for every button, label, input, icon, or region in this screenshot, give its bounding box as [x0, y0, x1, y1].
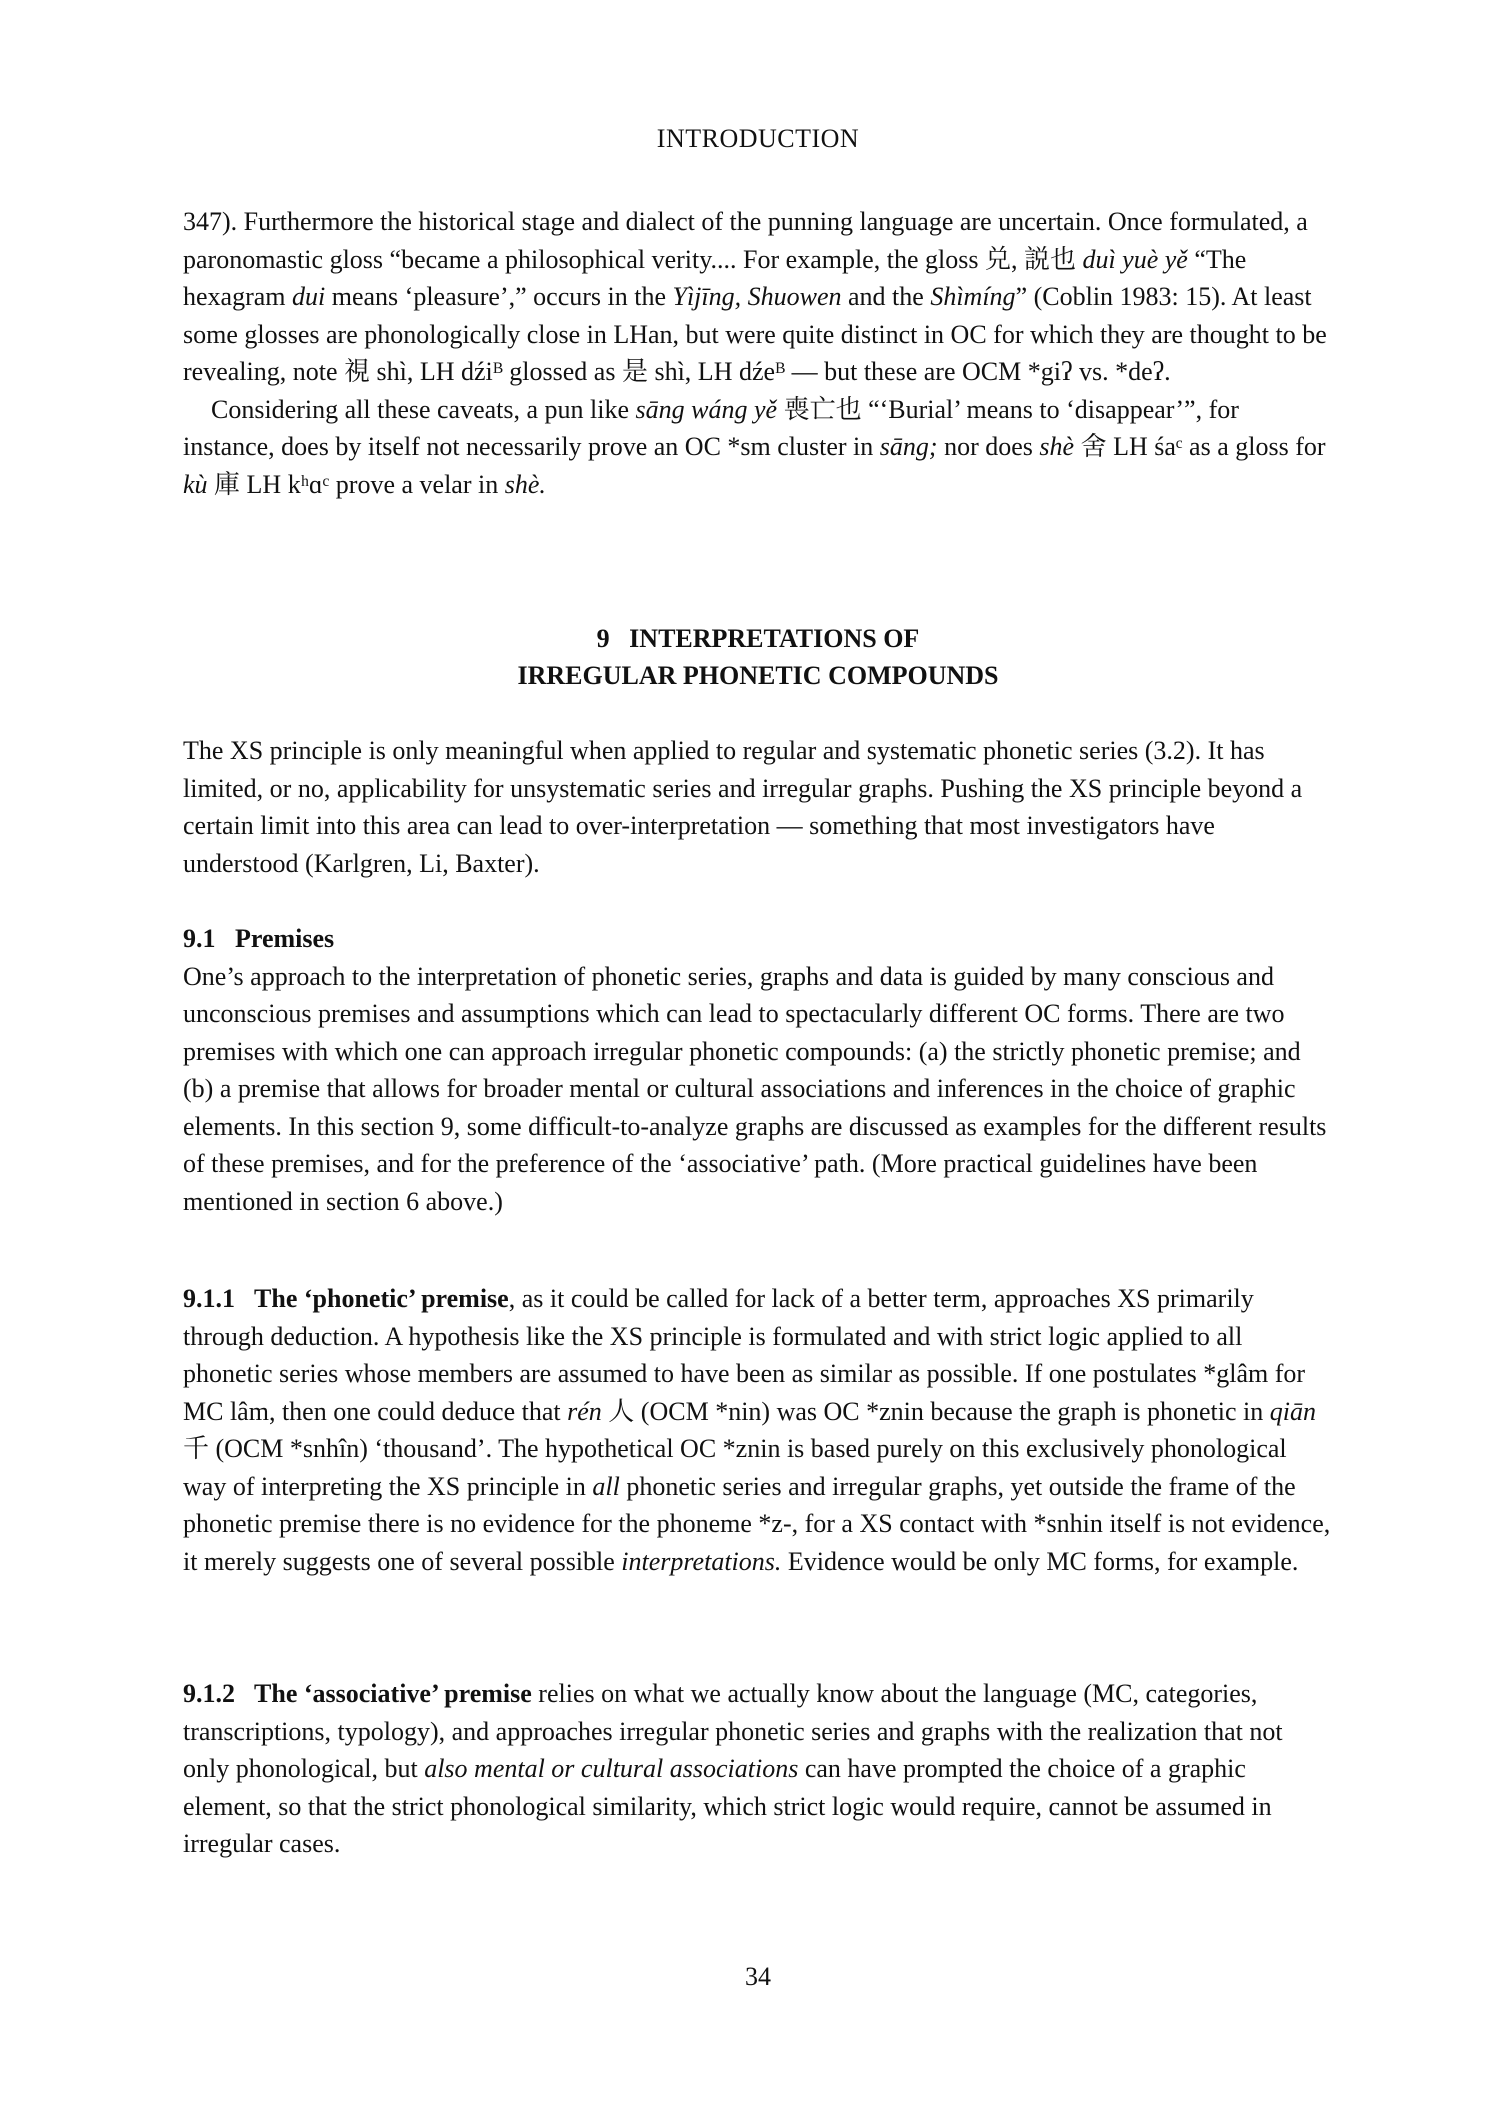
- paragraph-associative-premise: [183, 1675, 1333, 1863]
- section8-tail: [183, 203, 1333, 503]
- subsection-heading: 9.1.1 The ‘phonetic’ premise: [183, 1284, 509, 1313]
- text-run: “The hexagram: [183, 244, 1247, 311]
- text-run: relies on what we actually know about the language (MC, categories, transcriptions, typology), and approaches irregular phonetic series and graphs with the realization that not only phonological, but: [183, 1679, 1283, 1783]
- text-run: and the: [841, 282, 931, 311]
- book-title: Yìjīng, Shuowen: [672, 282, 842, 311]
- subsection-heading: 9.1.2 The ‘associative’ premise: [183, 1679, 532, 1708]
- text-run: means ‘pleasure’,” occurs in the: [325, 282, 673, 311]
- paragraph-xs-principle: The XS principle is only meaningful when applied to regular and systematic phonetic series (3.2). It has limited, or no, applicability for unsystematic series and irregular graphs. Pushing the XS principle beyond a certain limit into this area can lead to over-interpretation — something that most investigators have understood (Karlgren, Li, Baxter).: [183, 736, 1303, 878]
- pinyin: sāng wáng yě: [635, 394, 778, 424]
- section-9-1: [183, 920, 1333, 1220]
- paragraph-premises: One’s approach to the interpretation of phonetic series, graphs and data is guided by many conscious and unconscious premises and assumptions which can lead to spectacularly different OC forms. There are two premises with which one can approach irregular phonetic compounds: (a) the strictly phonetic premise; and (b) a premise that allows for broader mental or cultural associations and inferences in the choice of graphic elements. In this section 9, some difficult-to-analyze graphs are discussed as examples for the different results of these premises, and for the preference of the ‘associative’ path. (More practical guidelines have been mentioned in section 6 above.): [183, 961, 1327, 1216]
- pinyin: rén: [567, 1396, 602, 1426]
- pinyin: qiān: [1269, 1396, 1316, 1426]
- section-title-line: 9 INTERPRETATIONS OF: [596, 624, 920, 653]
- subsection-heading: 9.1 Premises: [183, 924, 335, 953]
- text-run: Considering all these caveats, a pun like: [211, 394, 636, 424]
- section-9-1-2: [183, 1675, 1333, 1863]
- pinyin: duì yuè yě: [1082, 244, 1188, 274]
- running-head: INTRODUCTION: [656, 124, 860, 153]
- text-run: can have prompted the choice of a graphic element, so that the strict phonological similarity, which strict logic would require, cannot be assumed in irregular cases.: [183, 1754, 1272, 1858]
- pinyin: kù: [183, 469, 208, 499]
- text-run: 人 (OCM *nin) was OC *znin because the graph is phonetic in: [601, 1396, 1270, 1426]
- emphasis: interpretations.: [621, 1546, 782, 1576]
- pinyin: sāng;: [879, 432, 938, 461]
- text-run: 喪亡也 “‘Burial’ means to ‘disappear’”, for instance, does by itself not necessarily prove an OC *sm cluster in: [183, 394, 1239, 461]
- text-run: 347). Furthermore the historical stage and dialect of the punning language are uncertain. Once formulated, a paronomastic gloss “became a philosophical verity.... For example, the gloss 兑, 説也: [183, 207, 1308, 274]
- section-9-1-1: [183, 1280, 1333, 1580]
- text-run: ” (Coblin 1983: 15). At least some glosses are phonologically close in LHan, but were quite distinct in OC for which they are thought to be revealing, note 視 shì, LH dźiᴮ glossed as 是 shì, LH dźeᴮ — but these are OCM *giʔ vs. *deʔ.: [183, 282, 1327, 386]
- paragraph-phonetic-premise: [183, 1280, 1333, 1580]
- section-9-intro: [183, 732, 1333, 882]
- text-run: 庫 LH kʰɑᶜ prove a velar in: [207, 469, 505, 499]
- pinyin: shè.: [504, 469, 546, 499]
- text-run: Evidence would be only MC forms, for example.: [781, 1546, 1299, 1576]
- section-title-line: IRREGULAR PHONETIC COMPOUNDS: [517, 661, 999, 690]
- text-run: 千 (OCM *snhîn) ‘thousand’. The hypothetical OC *znin is based purely on this exclusively phonological way of interpreting the XS principle in: [183, 1434, 1287, 1501]
- pinyin: dui: [292, 282, 326, 311]
- page-number: 34: [745, 1962, 771, 1991]
- text-run: , as it could be called for lack of a better term, approaches XS primarily through deduction. A hypothesis like the XS principle is formulated and with strict logic applied to all phonetic series whose members are assumed to have been as similar as possible. If one postulates *glâm for MC lâm, then one could deduce that: [183, 1284, 1306, 1426]
- section-9-title: [183, 620, 1333, 694]
- pinyin: shè: [1039, 432, 1075, 461]
- text-run: 舍 LH śaᶜ as a gloss for: [1074, 432, 1326, 461]
- text-run: nor does: [937, 432, 1040, 461]
- text-run: phonetic series and irregular graphs, yet outside the frame of the phonetic premise there is no evidence for the phoneme *z-, for a XS contact with *snhin itself is not evidence, it merely suggests one of several possible: [183, 1471, 1331, 1576]
- emphasis: all: [592, 1471, 620, 1501]
- paragraph-puns-uncertain: [183, 203, 1333, 391]
- paragraph-caveats: [183, 391, 1333, 504]
- book-title: Shìmíng: [930, 282, 1016, 311]
- emphasis: also mental or cultural associations: [424, 1754, 799, 1783]
